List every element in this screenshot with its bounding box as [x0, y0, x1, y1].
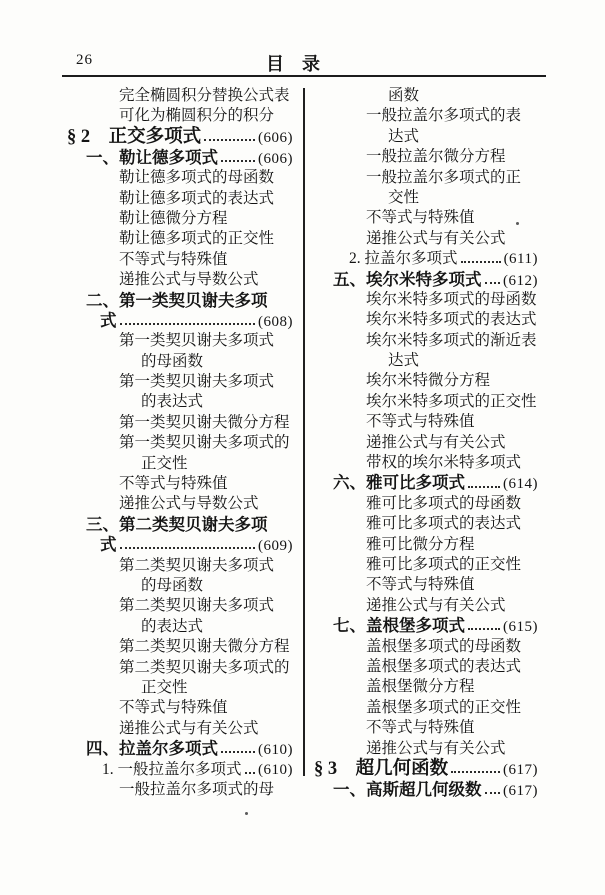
- toc-entry-label: 埃尔米特多项式的表达式: [366, 311, 537, 329]
- toc-entry: [119, 556, 293, 576]
- toc-entry: [366, 596, 538, 616]
- toc-entry: [366, 168, 538, 188]
- toc-entry: [366, 677, 538, 697]
- toc-entry-label: 第二类契贝谢夫多项式: [119, 597, 275, 615]
- dot-leader: [485, 792, 501, 794]
- toc-entry: [141, 678, 293, 698]
- toc-entry-label: 二、第一类契贝谢夫多项: [86, 290, 268, 310]
- toc-entry-label: 达式: [388, 127, 420, 145]
- toc-entry: [119, 433, 293, 453]
- toc-entry: [119, 168, 293, 188]
- toc-entry-label: 达式: [388, 352, 420, 370]
- dot-leader: [204, 139, 255, 141]
- toc-entry-label: 带权的埃尔米特多项式: [366, 454, 522, 472]
- dot-leader: [245, 772, 255, 774]
- toc-entry: [366, 412, 538, 432]
- toc-entry-label: 交性: [388, 188, 420, 206]
- toc-entry: [119, 780, 293, 800]
- toc-entry: [141, 576, 293, 596]
- dot-leader: [468, 486, 500, 488]
- toc-entry-label: 递推公式与有关公式: [366, 229, 506, 247]
- toc-entry-label: § 2 正交多项式: [67, 126, 202, 147]
- toc-entry-label: 递推公式与导数公式: [119, 271, 259, 289]
- toc-entry-label: 盖根堡多项式的表达式: [366, 657, 522, 675]
- toc-entry: [388, 351, 538, 371]
- toc-page-ref: (609): [258, 538, 293, 555]
- toc-entry-label: 三、第二类契贝谢夫多项: [86, 514, 268, 534]
- toc-entry-label: 不等式与特殊值: [366, 576, 475, 594]
- toc-entry: [388, 127, 538, 147]
- toc-entry-label: 一、勒让德多项式: [86, 147, 218, 167]
- toc-entry: [314, 759, 538, 780]
- toc-entry: [366, 371, 538, 391]
- toc-entry: [366, 147, 538, 167]
- toc-entry: [119, 719, 293, 739]
- dot-leader: [120, 547, 256, 549]
- toc-entry-label: 雅可比微分方程: [366, 535, 475, 553]
- toc-entry-label: 第二类契贝谢夫多项式的: [119, 658, 290, 676]
- toc-entry: [119, 331, 293, 351]
- toc-entry: [119, 106, 293, 126]
- toc-entry-label: 盖根堡微分方程: [366, 678, 475, 696]
- toc-entry-label: 一般拉盖尔多项式的正: [366, 168, 522, 186]
- toc-entry-label: 式: [100, 310, 117, 330]
- toc-entry: [141, 617, 293, 637]
- toc-entry: [366, 657, 538, 677]
- toc-entry-label: 一般拉盖尔微分方程: [366, 148, 506, 166]
- toc-page-ref: (610): [258, 761, 293, 778]
- toc-entry-label: 埃尔米特微分方程: [366, 372, 491, 390]
- toc-entry-label: 递推公式与导数公式: [119, 495, 259, 513]
- toc-entry: [366, 535, 538, 555]
- dot-leader: [468, 628, 500, 630]
- toc-entry: [86, 515, 293, 535]
- page-number: 26: [76, 52, 93, 68]
- dot-leader: [451, 771, 500, 773]
- toc-entry-label: 雅可比多项式的母函数: [366, 494, 522, 512]
- toc-entry-label: 的母函数: [141, 352, 204, 370]
- toc-entry-label: 一、高斯超几何级数: [333, 779, 482, 799]
- toc-page-ref: (617): [503, 761, 538, 778]
- toc-entry: [333, 473, 538, 493]
- toc-entry-label: 递推公式与有关公式: [366, 739, 506, 757]
- toc-entry: [119, 372, 293, 392]
- toc-entry: [141, 352, 293, 372]
- page-title: 目 录: [266, 54, 320, 74]
- toc-entry-label: 第二类契贝谢夫多项式: [119, 556, 275, 574]
- toc-entry: [333, 780, 538, 800]
- toc-entry: [388, 188, 538, 208]
- toc-page-ref: (606): [258, 129, 293, 146]
- toc-entry: [86, 739, 293, 759]
- toc-page-ref: (608): [258, 313, 293, 330]
- toc-entry: [119, 413, 293, 433]
- dot-leader: [485, 282, 501, 284]
- toc-entry: [119, 637, 293, 657]
- toc-entry: [102, 760, 293, 780]
- toc-entry-label: 不等式与特殊值: [119, 250, 228, 268]
- dot-leader: [120, 323, 256, 325]
- toc-entry-label: § 3 超几何函数: [314, 758, 449, 779]
- toc-page-ref: (612): [503, 272, 538, 289]
- toc-entry: [366, 555, 538, 575]
- toc-page-ref: (617): [503, 782, 538, 799]
- toc-entry: [366, 392, 538, 412]
- toc-entry: [366, 290, 538, 310]
- toc-entry: [333, 616, 538, 636]
- toc-entry-label: 六、雅可比多项式: [333, 473, 465, 493]
- toc-page-ref: (611): [503, 251, 538, 268]
- toc-entry: [119, 209, 293, 229]
- toc-column-left: [65, 86, 293, 800]
- toc-entry: [119, 229, 293, 249]
- toc-entry: [86, 291, 293, 311]
- toc-entry: [86, 148, 293, 168]
- toc-entry: [366, 229, 538, 249]
- toc-entry-label: 盖根堡多项式的正交性: [366, 698, 522, 716]
- toc-entry: [119, 270, 293, 290]
- toc-entry-label: 盖根堡多项式的母函数: [366, 637, 522, 655]
- toc-entry: [366, 637, 538, 657]
- toc-entry: [366, 106, 538, 126]
- toc-entry: [366, 739, 538, 759]
- toc-entry: [349, 249, 538, 269]
- toc-entry-label: 勒让德多项式的正交性: [119, 230, 275, 248]
- toc-entry-label: 递推公式与有关公式: [119, 719, 259, 737]
- toc-entry-label: 正交性: [141, 678, 188, 696]
- toc-entry-label: 雅可比多项式的表达式: [366, 515, 522, 533]
- toc-entry: [119, 596, 293, 616]
- toc-column-right: [312, 86, 538, 800]
- header-rule: [62, 75, 546, 77]
- toc-entry-label: 五、埃尔米特多项式: [333, 269, 482, 289]
- toc-entry-label: 2. 拉盖尔多项式: [349, 250, 458, 268]
- toc-entry: [366, 331, 538, 351]
- toc-entry-label: 埃尔米特多项式的母函数: [366, 290, 537, 308]
- toc-page-ref: (606): [258, 150, 293, 167]
- toc-entry: [119, 474, 293, 494]
- toc-entry: [119, 698, 293, 718]
- toc-entry-label: 的母函数: [141, 576, 204, 594]
- toc-entry-label: 不等式与特殊值: [119, 475, 228, 493]
- toc-entry-label: 勒让德微分方程: [119, 209, 228, 227]
- toc-entry: [366, 453, 538, 473]
- toc-entry-label: 1. 一般拉盖尔多项式: [102, 760, 242, 778]
- dot-leader: [221, 751, 255, 753]
- toc-entry-label: 雅可比多项式的正交性: [366, 555, 522, 573]
- toc-entry: [366, 575, 538, 595]
- toc-entry: [388, 86, 538, 106]
- toc-entry: [141, 392, 293, 412]
- toc-entry: [366, 310, 538, 330]
- toc-entry-label: 一般拉盖尔多项式的表: [366, 107, 522, 125]
- toc-entry-label: 递推公式与有关公式: [366, 433, 506, 451]
- toc-entry-label: 埃尔米特多项式的正交性: [366, 392, 537, 410]
- toc-entry-label: 的表达式: [141, 617, 204, 635]
- toc-entry-label: 不等式与特殊值: [119, 699, 228, 717]
- toc-entry-label: 式: [100, 535, 117, 555]
- toc-entry-label: 正交性: [141, 454, 188, 472]
- toc-entry: [67, 127, 293, 148]
- toc-entry-label: 勒让德多项式的表达式: [119, 189, 275, 207]
- toc-entry-label: 第二类契贝谢夫微分方程: [119, 638, 290, 656]
- toc-entry: [141, 454, 293, 474]
- toc-entry: [100, 311, 293, 331]
- toc-entry-label: 第一类契贝谢夫微分方程: [119, 413, 290, 431]
- toc-entry-label: 可化为椭圆积分的积分: [119, 107, 275, 125]
- dot-leader: [221, 160, 255, 162]
- toc-page-ref: (615): [503, 619, 538, 636]
- dot-leader: [461, 261, 501, 263]
- toc-entry: [119, 250, 293, 270]
- toc-entry-label: 第一类契贝谢夫多项式: [119, 373, 275, 391]
- toc-entry: [366, 433, 538, 453]
- toc-entry-label: 不等式与特殊值: [366, 413, 475, 431]
- toc-entry: [100, 535, 293, 555]
- scan-speckle: [245, 812, 248, 815]
- toc-page-ref: (614): [503, 476, 538, 493]
- toc-entry-label: 完全椭圆积分替换公式表: [119, 87, 290, 104]
- toc-entry: [119, 494, 293, 514]
- toc-entry-label: 不等式与特殊值: [366, 719, 475, 737]
- toc-entry-label: 四、拉盖尔多项式: [86, 739, 218, 759]
- toc-entry: [366, 494, 538, 514]
- toc-entry: [333, 270, 538, 290]
- scan-speckle: [516, 222, 519, 225]
- toc-entry: [366, 514, 538, 534]
- toc-entry-label: 的表达式: [141, 393, 204, 411]
- toc-entry: [119, 189, 293, 209]
- toc-entry-label: 埃尔米特多项式的渐近表: [366, 331, 537, 349]
- toc-entry: [366, 698, 538, 718]
- toc-entry: [366, 208, 538, 228]
- toc-entry: [119, 86, 293, 106]
- toc-entry-label: 勒让德多项式的母函数: [119, 169, 275, 187]
- toc-entry-label: 函数: [388, 87, 420, 104]
- toc-entry: [366, 718, 538, 738]
- toc-page-ref: (610): [258, 742, 293, 759]
- toc-entry-label: 一般拉盖尔多项式的母: [119, 780, 275, 798]
- toc-entry-label: 不等式与特殊值: [366, 209, 475, 227]
- toc-entry-label: 第一类契贝谢夫多项式: [119, 332, 275, 350]
- toc-entry-label: 七、盖根堡多项式: [333, 616, 465, 636]
- toc-entry: [119, 658, 293, 678]
- toc-entry-label: 递推公式与有关公式: [366, 596, 506, 614]
- toc-entry-label: 第一类契贝谢夫多项式的: [119, 434, 290, 452]
- column-divider: [303, 88, 305, 776]
